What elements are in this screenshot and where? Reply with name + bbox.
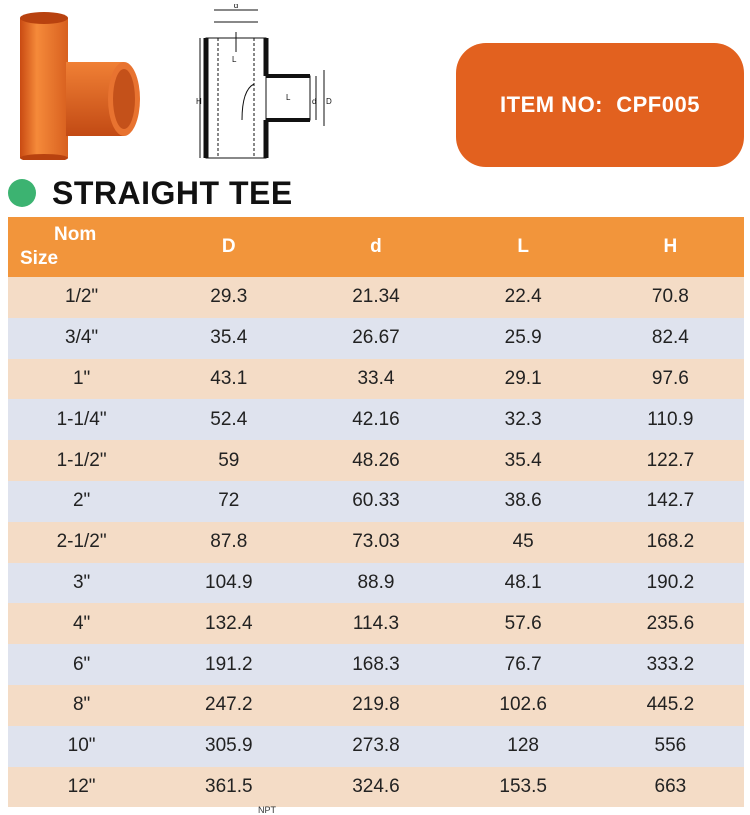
header-d: d <box>302 217 449 277</box>
table-header-row <box>8 217 744 277</box>
cell-D: 305.9 <box>155 726 302 767</box>
cell-d: 42.16 <box>302 399 449 440</box>
cell-L: 38.6 <box>450 481 597 522</box>
cell-H: 122.7 <box>597 440 744 481</box>
item-number-badge <box>456 43 744 167</box>
cell-L: 102.6 <box>450 685 597 726</box>
page-title: STRAIGHT TEE <box>52 174 293 211</box>
cell-L: 153.5 <box>450 767 597 808</box>
cell-d: 26.67 <box>302 318 449 359</box>
cell-D: 361.5 <box>155 767 302 808</box>
cell-d: 168.3 <box>302 644 449 685</box>
cell-d: 88.9 <box>302 563 449 604</box>
green-dot-icon <box>8 179 36 207</box>
cell-L: 128 <box>450 726 597 767</box>
cell-D: 104.9 <box>155 563 302 604</box>
cell-H: 663 <box>597 767 744 808</box>
drawing-label-D-side: D <box>326 97 332 106</box>
cell-d: 324.6 <box>302 767 449 808</box>
cell-H: 190.2 <box>597 563 744 604</box>
cell-L: 45 <box>450 522 597 563</box>
cell-D: 87.8 <box>155 522 302 563</box>
technical-drawing <box>196 4 336 164</box>
header-nom: Nom <box>54 224 97 245</box>
cell-d: 114.3 <box>302 603 449 644</box>
cell-H: 97.6 <box>597 359 744 400</box>
cell-L: 48.1 <box>450 563 597 604</box>
cell-D: 29.3 <box>155 277 302 318</box>
cell-D: 191.2 <box>155 644 302 685</box>
dimension-table <box>8 217 744 807</box>
table-row <box>8 522 744 563</box>
cell-D: 52.4 <box>155 399 302 440</box>
table-row <box>8 277 744 318</box>
cell-nom-size: 10" <box>8 726 155 767</box>
cell-H: 235.6 <box>597 603 744 644</box>
drawing-label-h: H <box>196 97 202 106</box>
cell-d: 33.4 <box>302 359 449 400</box>
cell-L: 57.6 <box>450 603 597 644</box>
product-photo <box>6 8 144 160</box>
header-H: H <box>597 217 744 277</box>
cell-d: 21.34 <box>302 277 449 318</box>
cell-D: 247.2 <box>155 685 302 726</box>
table-body <box>8 277 744 807</box>
cell-d: 60.33 <box>302 481 449 522</box>
item-number-code: CPF005 <box>616 92 700 117</box>
header-size: Size <box>20 248 59 269</box>
cell-H: 142.7 <box>597 481 744 522</box>
cell-d: 73.03 <box>302 522 449 563</box>
cell-nom-size: 4" <box>8 603 155 644</box>
cell-d: 273.8 <box>302 726 449 767</box>
table-row <box>8 399 744 440</box>
cell-D: 59 <box>155 440 302 481</box>
footer-note: NPT <box>258 805 276 815</box>
table-row <box>8 726 744 767</box>
cell-L: 35.4 <box>450 440 597 481</box>
cell-nom-size: 2-1/2" <box>8 522 155 563</box>
header-D: D <box>155 217 302 277</box>
item-number-label: ITEM NO: <box>500 92 604 117</box>
cell-nom-size: 1-1/4" <box>8 399 155 440</box>
table-row <box>8 359 744 400</box>
cell-nom-size: 3" <box>8 563 155 604</box>
cell-nom-size: 2" <box>8 481 155 522</box>
title-row <box>8 172 293 214</box>
cell-L: 76.7 <box>450 644 597 685</box>
cell-d: 48.26 <box>302 440 449 481</box>
cell-H: 333.2 <box>597 644 744 685</box>
header-L: L <box>450 217 597 277</box>
table-row <box>8 481 744 522</box>
cell-H: 168.2 <box>597 522 744 563</box>
cell-H: 82.4 <box>597 318 744 359</box>
cell-L: 32.3 <box>450 399 597 440</box>
cell-H: 70.8 <box>597 277 744 318</box>
table-row <box>8 318 744 359</box>
cell-nom-size: 3/4" <box>8 318 155 359</box>
table-row <box>8 767 744 808</box>
cell-H: 556 <box>597 726 744 767</box>
cell-D: 132.4 <box>155 603 302 644</box>
cell-H: 110.9 <box>597 399 744 440</box>
drawing-label-d-top: d <box>233 4 239 10</box>
cell-L: 29.1 <box>450 359 597 400</box>
drawing-label-l-top: L <box>232 55 237 64</box>
table-row <box>8 685 744 726</box>
drawing-label-d-side: d <box>312 97 317 106</box>
drawing-label-l-side: L <box>286 93 291 102</box>
cell-L: 22.4 <box>450 277 597 318</box>
cell-D: 43.1 <box>155 359 302 400</box>
header-nom-size <box>8 217 155 277</box>
table-row <box>8 603 744 644</box>
cell-nom-size: 1" <box>8 359 155 400</box>
cell-nom-size: 1-1/2" <box>8 440 155 481</box>
cell-L: 25.9 <box>450 318 597 359</box>
cell-H: 445.2 <box>597 685 744 726</box>
cell-nom-size: 6" <box>8 644 155 685</box>
cell-d: 219.8 <box>302 685 449 726</box>
cell-D: 72 <box>155 481 302 522</box>
cell-D: 35.4 <box>155 318 302 359</box>
table-row <box>8 563 744 604</box>
table-row <box>8 644 744 685</box>
table-row <box>8 440 744 481</box>
cell-nom-size: 8" <box>8 685 155 726</box>
cell-nom-size: 1/2" <box>8 277 155 318</box>
cell-nom-size: 12" <box>8 767 155 808</box>
